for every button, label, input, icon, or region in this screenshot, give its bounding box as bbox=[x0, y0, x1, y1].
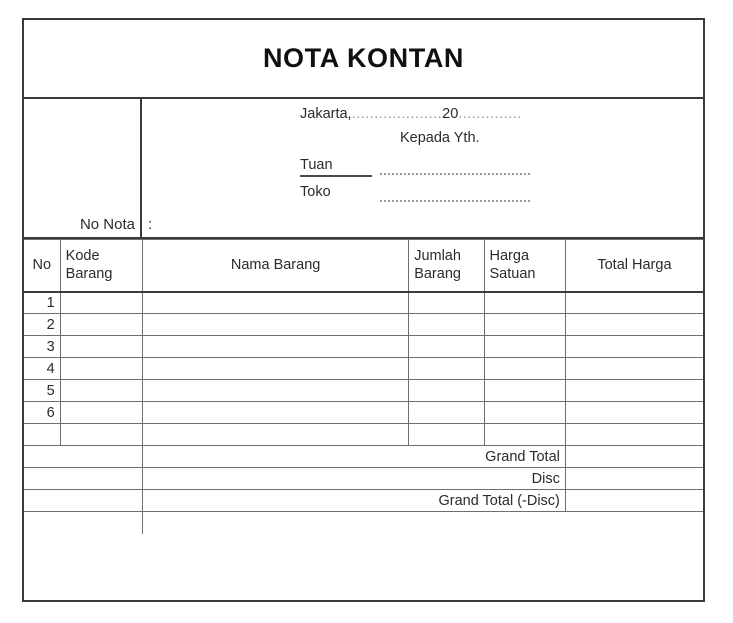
total-harga-cell[interactable] bbox=[565, 314, 703, 336]
summary-label-disc: Disc bbox=[143, 468, 566, 490]
total-harga-cell[interactable] bbox=[565, 292, 703, 314]
table-row bbox=[24, 402, 703, 424]
nama-barang-cell[interactable] bbox=[143, 292, 409, 314]
tuan-fill-line[interactable] bbox=[380, 173, 530, 175]
footer-right-cell[interactable] bbox=[143, 512, 703, 534]
nama-barang-cell[interactable] bbox=[143, 424, 409, 446]
column-header-kode-line1: Kode bbox=[65, 247, 100, 264]
table-header-row bbox=[24, 240, 703, 292]
column-header-jumlah-line1: Jumlah bbox=[414, 247, 461, 264]
total-harga-cell[interactable] bbox=[565, 336, 703, 358]
header-band bbox=[24, 99, 703, 239]
tuan-label: Tuan bbox=[300, 157, 372, 177]
city-date-line bbox=[300, 106, 522, 122]
column-header-harga-line1: Harga bbox=[489, 247, 530, 264]
table-row bbox=[24, 336, 703, 358]
nama-barang-cell[interactable] bbox=[143, 358, 409, 380]
column-header-kode-line2: Barang bbox=[65, 266, 113, 283]
summary-row-disc bbox=[24, 468, 703, 490]
total-harga-cell[interactable] bbox=[565, 402, 703, 424]
kode-barang-cell[interactable] bbox=[60, 402, 142, 424]
jumlah-barang-cell[interactable] bbox=[409, 292, 484, 314]
jumlah-barang-cell[interactable] bbox=[409, 380, 484, 402]
nama-barang-cell[interactable] bbox=[143, 402, 409, 424]
kode-barang-cell[interactable] bbox=[60, 358, 142, 380]
city-label: Jakarta, bbox=[300, 106, 352, 122]
toko-fill-line[interactable] bbox=[380, 200, 530, 202]
column-header-jumlah-line2: Barang bbox=[414, 266, 461, 283]
table-row bbox=[24, 292, 703, 314]
column-header-jumlah-barang bbox=[409, 240, 484, 292]
summary-label-grand-total: Grand Total bbox=[143, 446, 566, 468]
kode-barang-cell[interactable] bbox=[60, 336, 142, 358]
address-cell bbox=[142, 99, 703, 237]
kode-barang-cell[interactable] bbox=[60, 292, 142, 314]
column-header-harga-line2: Satuan bbox=[489, 266, 536, 283]
nama-barang-cell[interactable] bbox=[143, 336, 409, 358]
row-number-cell: 1 bbox=[24, 292, 60, 314]
jumlah-barang-cell[interactable] bbox=[409, 314, 484, 336]
summary-row-grand-total-minus-disc bbox=[24, 490, 703, 512]
row-number-cell: 5 bbox=[24, 380, 60, 402]
nama-barang-cell[interactable] bbox=[143, 380, 409, 402]
table-row bbox=[24, 314, 703, 336]
summary-value-grand-total[interactable] bbox=[565, 446, 703, 468]
no-nota-label: No Nota bbox=[79, 216, 135, 233]
summary-spacer-cell bbox=[24, 446, 143, 468]
summary-value-grand-total-minus-disc[interactable] bbox=[565, 490, 703, 512]
harga-satuan-cell[interactable] bbox=[484, 292, 565, 314]
kode-barang-cell[interactable] bbox=[60, 314, 142, 336]
year-prefix: 20 bbox=[442, 106, 459, 122]
summary-label-grand-total-minus-disc: Grand Total (-Disc) bbox=[143, 490, 566, 512]
city-dots-2: .............. bbox=[458, 106, 522, 122]
row-number-cell: 2 bbox=[24, 314, 60, 336]
harga-satuan-cell[interactable] bbox=[484, 314, 565, 336]
jumlah-barang-cell[interactable] bbox=[409, 402, 484, 424]
total-harga-cell[interactable] bbox=[565, 358, 703, 380]
column-header-nama-barang: Nama Barang bbox=[143, 240, 409, 292]
jumlah-barang-cell[interactable] bbox=[409, 336, 484, 358]
column-header-no: No bbox=[24, 240, 60, 292]
table-row bbox=[24, 358, 703, 380]
total-harga-cell[interactable] bbox=[565, 380, 703, 402]
harga-satuan-cell[interactable] bbox=[484, 424, 565, 446]
city-dots-1: .................... bbox=[351, 106, 443, 122]
total-harga-cell[interactable] bbox=[565, 424, 703, 446]
page-title: NOTA KONTAN bbox=[262, 43, 465, 73]
harga-satuan-cell[interactable] bbox=[484, 380, 565, 402]
column-header-kode-barang bbox=[60, 240, 142, 292]
summary-spacer-cell bbox=[24, 490, 143, 512]
row-number-cell: 3 bbox=[24, 336, 60, 358]
kepada-yth-label: Kepada Yth. bbox=[400, 130, 480, 146]
row-number-cell: 6 bbox=[24, 402, 60, 424]
row-number-cell bbox=[24, 424, 60, 446]
nota-kontan-form bbox=[22, 18, 705, 602]
no-nota-cell bbox=[24, 99, 142, 237]
no-nota-colon: : bbox=[148, 216, 153, 233]
summary-spacer-cell bbox=[24, 468, 143, 490]
kode-barang-cell[interactable] bbox=[60, 424, 142, 446]
table-row bbox=[24, 380, 703, 402]
summary-row-grand-total bbox=[24, 446, 703, 468]
jumlah-barang-cell[interactable] bbox=[409, 424, 484, 446]
items-table bbox=[24, 239, 703, 534]
column-header-harga-satuan bbox=[484, 240, 565, 292]
kode-barang-cell[interactable] bbox=[60, 380, 142, 402]
jumlah-barang-cell[interactable] bbox=[409, 358, 484, 380]
footer-blank-row bbox=[24, 512, 703, 534]
nama-barang-cell[interactable] bbox=[143, 314, 409, 336]
summary-value-disc[interactable] bbox=[565, 468, 703, 490]
harga-satuan-cell[interactable] bbox=[484, 402, 565, 424]
title-band bbox=[24, 20, 703, 99]
toko-label: Toko bbox=[300, 184, 331, 200]
row-number-cell: 4 bbox=[24, 358, 60, 380]
harga-satuan-cell[interactable] bbox=[484, 358, 565, 380]
harga-satuan-cell[interactable] bbox=[484, 336, 565, 358]
footer-left-cell[interactable] bbox=[24, 512, 143, 534]
column-header-total-harga: Total Harga bbox=[565, 240, 703, 292]
table-row bbox=[24, 424, 703, 446]
